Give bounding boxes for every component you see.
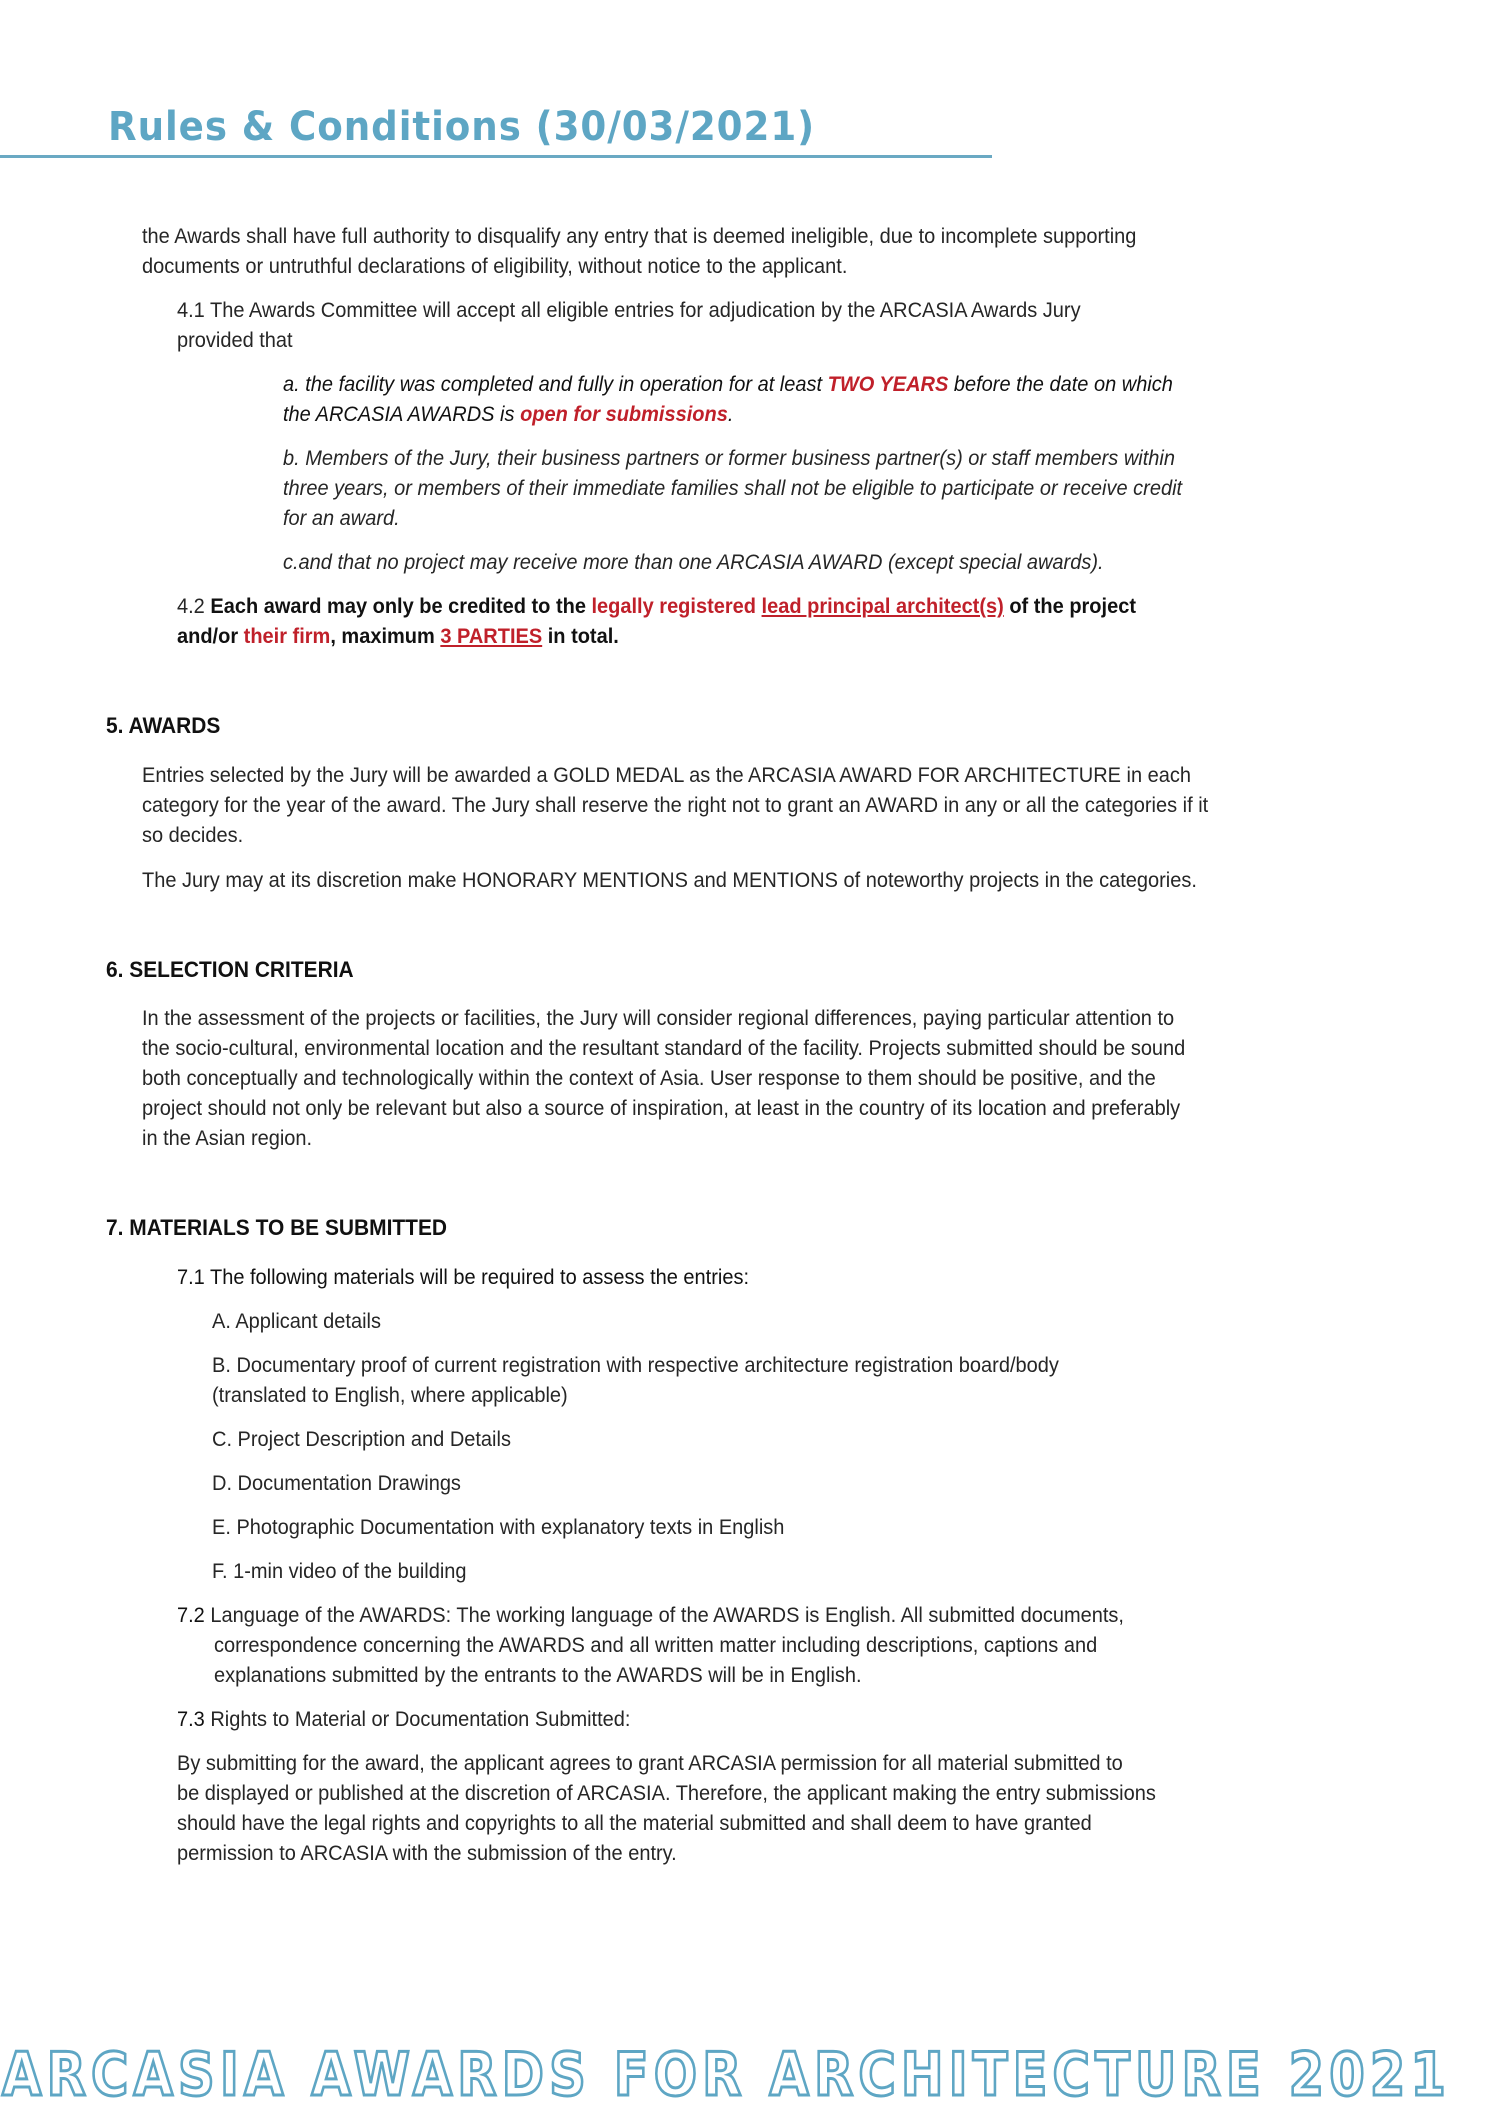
highlight-their-firm: their firm (243, 624, 331, 648)
clause-4-1-b: for an award. (283, 506, 400, 530)
clause-4-2 (177, 621, 619, 651)
rights-paragraph: By submitting for the award, the applicant agrees to grant ARCASIA permission for all material submitted to (177, 1751, 1123, 1775)
awards-paragraph: so decides. (142, 823, 244, 847)
clause-text: Rights to Material or Documentation Submitted: (204, 1707, 631, 1731)
clause-number: 7.2 (177, 1603, 205, 1627)
clause-7-2 (177, 1600, 1124, 1630)
clause-number: 4.2 (177, 594, 211, 618)
clause-4-1-c: c.and that no project may receive more than one ARCASIA AWARD (except special awards). (283, 550, 1104, 574)
page-footer (2, 2040, 1488, 2110)
criteria-paragraph: the socio-cultural, environmental location and the resultant standard of the facility. Projects submitted should be sound (142, 1036, 1186, 1060)
awards-paragraph: Entries selected by the Jury will be awarded a GOLD MEDAL as the ARCASIA AWARD FOR ARCHITECTURE in each (142, 763, 1192, 787)
highlight-3-parties: 3 PARTIES (440, 624, 543, 648)
section-heading-materials: 7. MATERIALS TO BE SUBMITTED (106, 1215, 448, 1240)
clause-4-1-a (283, 399, 733, 429)
rights-paragraph: should have the legal rights and copyrights to all the material submitted and shall deem to have granted (177, 1811, 1092, 1835)
materials-list-item: F. 1-min video of the building (212, 1559, 467, 1583)
clause-text: Each award may only be credited to the (210, 594, 592, 618)
clause-text: the ARCASIA AWARDS is (283, 402, 521, 426)
clause-number: 7.3 (177, 1707, 205, 1731)
section-heading-selection-criteria: 6. SELECTION CRITERIA (106, 957, 354, 982)
clause-7-3 (177, 1704, 630, 1734)
highlight-two-years: TWO YEARS (827, 372, 949, 396)
criteria-paragraph: both conceptually and technologically within the context of Asia. User response to them should be positive, and the (142, 1066, 1156, 1090)
clause-7-2: explanations submitted by the entrants to the AWARDS will be in English. (214, 1663, 862, 1687)
clause-4-1-a (283, 369, 1173, 399)
awards-paragraph: category for the year of the award. The Jury shall reserve the right not to grant an AWARD in any or all the categories if it (142, 793, 1209, 817)
clause-text: of the project (1003, 594, 1136, 618)
clause-text: in total. (542, 624, 619, 648)
section-heading-awards: 5. AWARDS (106, 713, 221, 738)
materials-list-item: B. Documentary proof of current registration with respective architecture registration board/body (212, 1353, 1059, 1377)
materials-list-item: D. Documentation Drawings (212, 1471, 461, 1495)
criteria-paragraph: In the assessment of the projects or facilities, the Jury will consider regional differences, paying particular attention to (142, 1006, 1175, 1030)
page-header (0, 0, 1488, 170)
page-title: Rules & Conditions (30/03/2021) (108, 104, 816, 150)
clause-text: , maximum (330, 624, 441, 648)
clause-4-2 (177, 591, 1136, 621)
materials-list-item: (translated to English, where applicable) (212, 1383, 568, 1407)
clause-text: Language of the AWARDS: The working language of the AWARDS is English. All submitted documents, (204, 1603, 1124, 1627)
clause-text: before the date on which (948, 372, 1173, 396)
rights-paragraph: be displayed or published at the discretion of ARCASIA. Therefore, the applicant making the entry submissions (177, 1781, 1156, 1805)
clause-text: . (727, 402, 734, 426)
materials-list-item: E. Photographic Documentation with explanatory texts in English (212, 1515, 785, 1539)
criteria-paragraph: in the Asian region. (142, 1126, 313, 1150)
clause-7-1: 7.1 The following materials will be required to assess the entries: (177, 1265, 750, 1289)
clause-text: a. the facility was completed and fully in operation for at least (283, 372, 828, 396)
intro-line: documents or untruthful declarations of eligibility, without notice to the applicant. (142, 254, 848, 278)
clause-7-2: correspondence concerning the AWARDS and all written matter including descriptions, captions and (214, 1633, 1098, 1657)
footer-banner-text: ARCASIA AWARDS FOR ARCHITECTURE 2021 (2, 2040, 1451, 2110)
highlight-lead-architect: lead principal architect(s) (761, 594, 1004, 618)
awards-paragraph: The Jury may at its discretion make HONORARY MENTIONS and MENTIONS of noteworthy projects in the categories. (142, 868, 1197, 892)
highlight-open-for-submissions: open for submissions (520, 402, 728, 426)
clause-4-1: provided that (177, 328, 293, 352)
clause-4-1-b: three years, or members of their immediate families shall not be eligible to participate or receive credit (283, 476, 1183, 500)
materials-list-item: C. Project Description and Details (212, 1427, 511, 1451)
clause-4-1-b: b. Members of the Jury, their business partners or former business partner(s) or staff members within (283, 446, 1175, 470)
intro-line: the Awards shall have full authority to disqualify any entry that is deemed ineligible, due to incomplete supporting (142, 224, 1137, 248)
clause-4-1: 4.1 The Awards Committee will accept all eligible entries for adjudication by the ARCASIA Awards Jury (177, 298, 1081, 322)
materials-list-item: A. Applicant details (212, 1309, 381, 1333)
clause-text: and/or (177, 624, 244, 648)
highlight-legally-registered: legally registered (591, 594, 756, 618)
rights-paragraph: permission to ARCASIA with the submission of the entry. (177, 1841, 677, 1865)
criteria-paragraph: project should not only be relevant but also a source of inspiration, at least in the country of its location and preferably (142, 1096, 1181, 1120)
header-divider (0, 155, 992, 158)
